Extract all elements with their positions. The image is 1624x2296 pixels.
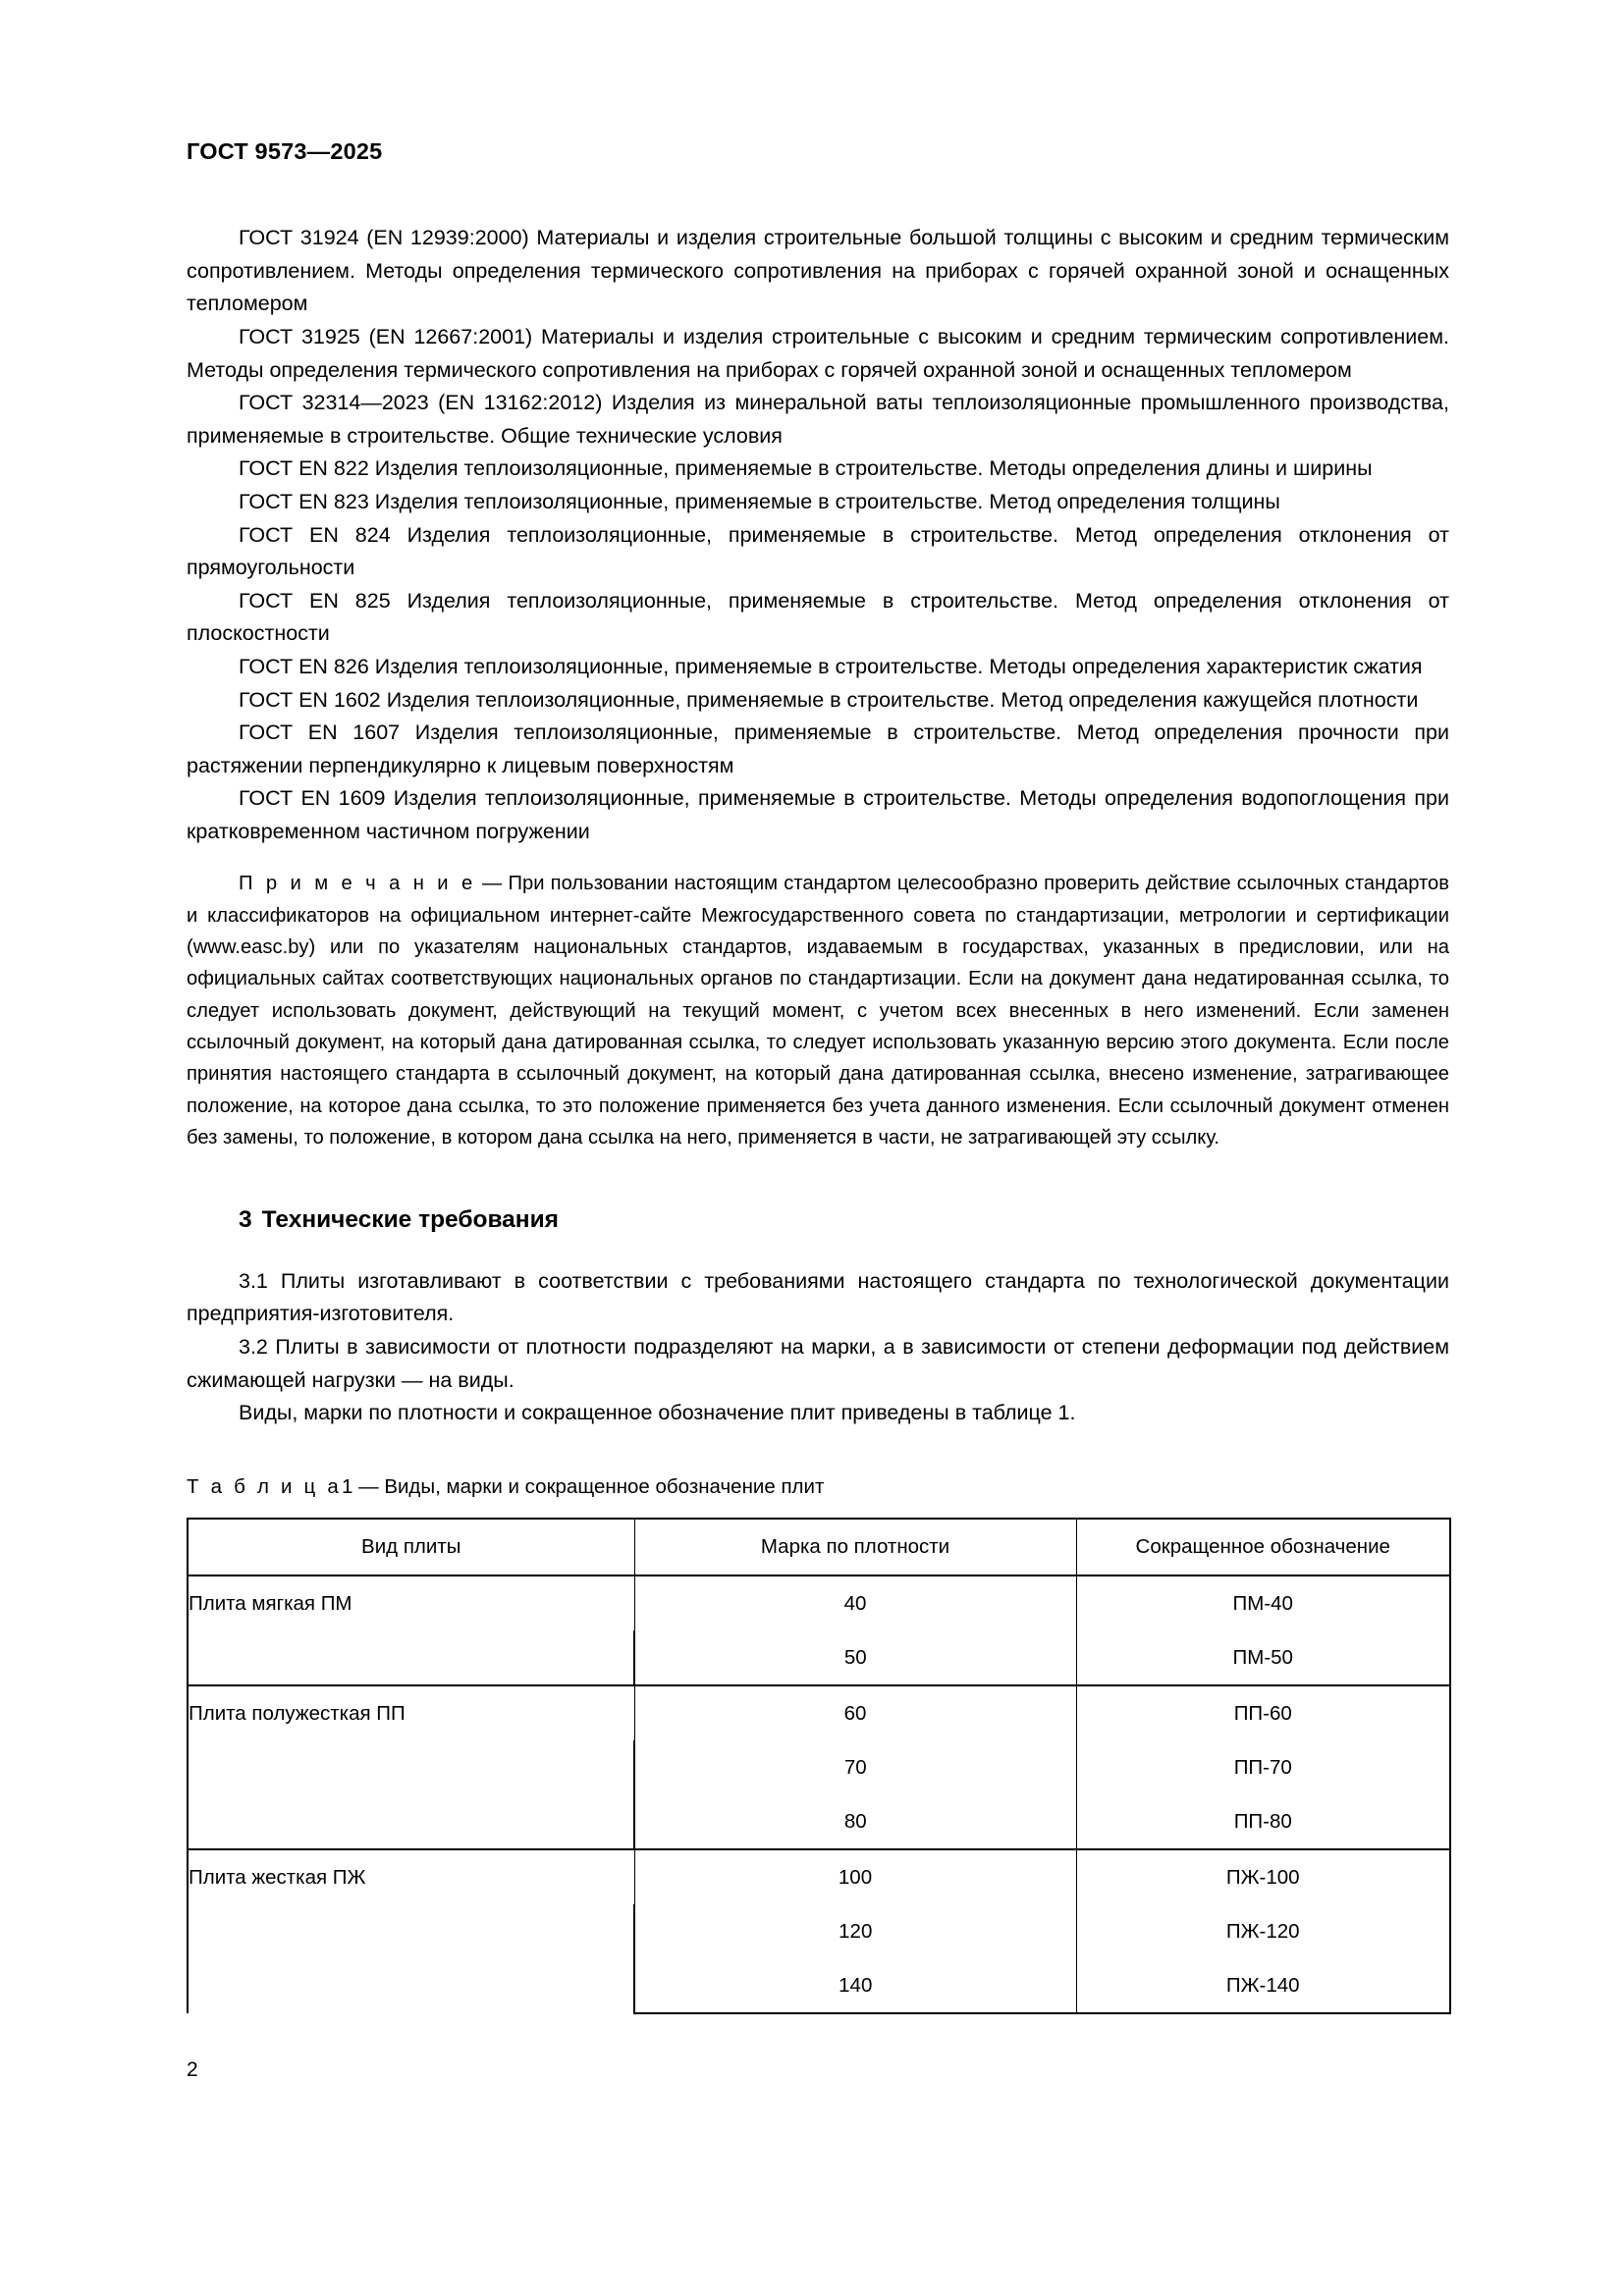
cell-plate-type: Плита полужесткая ПП [188,1685,634,1849]
section-title: Технические требования [261,1206,559,1234]
table-row [188,1849,1450,1904]
table-caption-dash: — [352,1474,385,1498]
plate-types-table [187,1518,1451,2014]
clause-3-1: 3.1 Плиты изготавливают в соответствии с требованиями настоящего стандарта по технологической документации предприятия-изготовителя. [187,1268,1449,1326]
reference-item: ГОСТ EN 1607 Изделия теплоизоляционные, применяемые в строительстве. Метод определения прочности при растяжении перпендикулярно к лицевым поверхностям [187,721,1449,777]
section-number: 3 [239,1206,252,1234]
reference-item: ГОСТ EN 822 Изделия теплоизоляционные, применяемые в строительстве. Методы определения длины и ширины [239,456,1373,481]
normative-references-list [187,222,1449,848]
cell-density-grade: 60 [634,1685,1076,1740]
clause-3-2: 3.2 Плиты в зависимости от плотности подразделяют на марки, а в зависимости от степени деформации под действием сжимающей нагрузки — на виды. [187,1334,1449,1392]
reference-item: ГОСТ EN 823 Изделия теплоизоляционные, применяемые в строительстве. Метод определения толщины [239,489,1280,513]
table-caption-text: Виды, марки и сокращенное обозначение плит [384,1474,825,1498]
column-header-density-grade: Марка по плотности [634,1519,1076,1575]
clause-3-2-continuation: Виды, марки по плотности и сокращенное обозначение плит приведены в таблице 1. [239,1401,1076,1425]
cell-density-grade: 50 [634,1630,1076,1685]
cell-short-designation: ПЖ-100 [1076,1849,1450,1904]
page-content [187,137,1449,2014]
note-dash: — [475,873,509,895]
reference-item: ГОСТ EN 1602 Изделия теплоизоляционные, применяемые в строительстве. Метод определения кажущейся плотности [239,687,1419,712]
reference-item: ГОСТ 31924 (EN 12939:2000) Материалы и изделия строительные большой толщины с высоким и средним термическим сопротивлением. Методы определения термического сопротивления на приборах с горячей охранной зоной и оснащенных тепломером [187,226,1449,316]
cell-short-designation: ПП-60 [1076,1685,1450,1740]
reference-item: ГОСТ EN 826 Изделия теплоизоляционные, применяемые в строительстве. Методы определения характеристик сжатия [239,654,1423,678]
cell-density-grade: 140 [634,1958,1076,2013]
cell-density-grade: 100 [634,1849,1076,1904]
column-header-short-designation: Сокращенное обозначение [1076,1519,1450,1575]
note-text: При пользовании настоящим стандартом целесообразно проверить действие ссылочных стандартов и классификаторов на официальном интернет-сайте Межгосударственного совета по стандартизации, метрологии и сертификации (www.easc.by) или по указателям национальных стандартов, издаваемым в государствах, указанных в предисловии, или на официальных сайтах соответствующих национальных органов по стандартизации. Если на документ дана недатированная ссылка, то следует использовать документ, действующий на текущий момент, с учетом всех внесенных в него изменений. Если заменен ссылочный документ, на который дана датированная ссылка, то следует использовать указанную версию этого документа. Если после принятия настоящего стандарта в ссылочный документ, на который дана датированная ссылка, внесено изменение, затрагивающее положение, на которое дана ссылка, то это положение применяется без учета данного изменения. Если ссылочный документ отменен без замены, то положение, в котором дана ссылка на него, применяется в части, не затрагивающей эту ссылку. [187,873,1450,1148]
reference-item: ГОСТ EN 1609 Изделия теплоизоляционные, применяемые в строительстве. Методы определения водопоглощения при кратковременном частичном погружении [187,786,1449,843]
cell-short-designation: ПП-70 [1076,1740,1450,1794]
reference-item: ГОСТ EN 824 Изделия теплоизоляционные, применяемые в строительстве. Метод определения отклонения от прямоугольности [187,522,1449,580]
cell-density-grade: 70 [634,1740,1076,1794]
table-header-row [188,1519,1450,1575]
reference-item: ГОСТ 31925 (EN 12667:2001) Материалы и изделия строительные с высоким и средним термическим сопротивлением. Методы определения термического сопротивления на приборах с горячей охранной зоной и оснащенных тепломером [187,324,1449,382]
cell-density-grade: 120 [634,1904,1076,1958]
cell-plate-type: Плита мягкая ПМ [188,1575,634,1685]
note-block [187,868,1449,1153]
cell-short-designation: ПЖ-140 [1076,1958,1450,2013]
table-row [188,1685,1450,1740]
cell-density-grade: 40 [634,1575,1076,1630]
column-header-plate-type: Вид плиты [188,1519,634,1575]
cell-short-designation: ПМ-40 [1076,1575,1450,1630]
cell-short-designation: ПП-80 [1076,1794,1450,1849]
reference-item: ГОСТ EN 825 Изделия теплоизоляционные, применяемые в строительстве. Метод определения отклонения от плоскостности [187,588,1449,646]
table-row [188,1575,1450,1630]
page-number: 2 [187,2058,198,2081]
table-caption [187,1472,1449,1502]
reference-item: ГОСТ 32314—2023 (EN 13162:2012) Изделия из минеральной ваты теплоизоляционные промышленного производства, применяемые в строительстве. Общие технические условия [187,391,1449,448]
section-heading [187,1205,1449,1236]
cell-short-designation: ПМ-50 [1076,1630,1450,1685]
table-caption-number: 1 [342,1474,353,1498]
running-header: ГОСТ 9573—2025 [187,138,383,164]
table-caption-label: Т а б л и ц а [187,1474,342,1498]
cell-short-designation: ПЖ-120 [1076,1904,1450,1958]
cell-density-grade: 80 [634,1794,1076,1849]
note-label: П р и м е ч а н и е [239,873,476,895]
cell-plate-type: Плита жесткая ПЖ [188,1849,634,2013]
